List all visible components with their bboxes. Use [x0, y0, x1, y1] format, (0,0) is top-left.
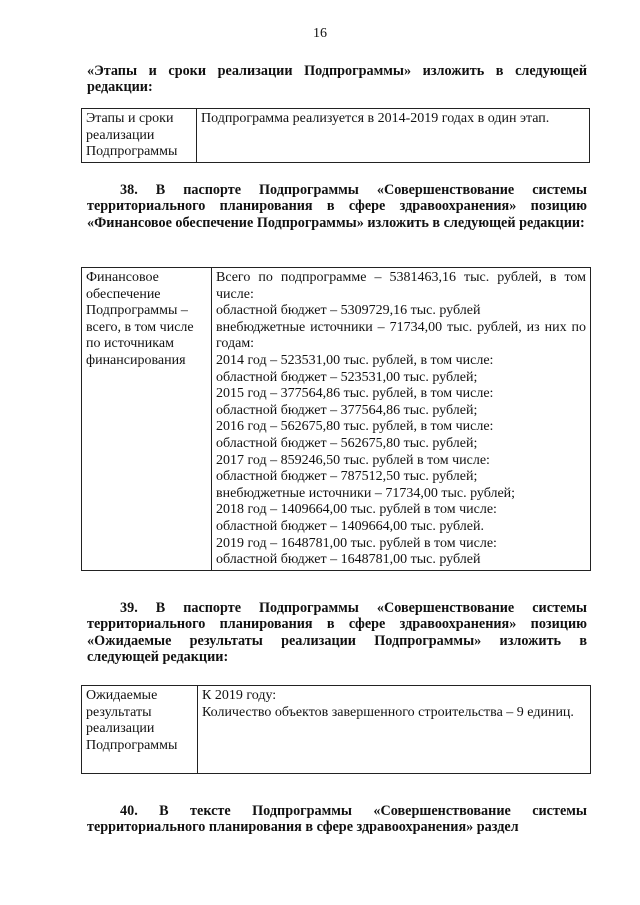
results-details	[198, 686, 591, 774]
financing-line: областной бюджет – 787512,50 тыс. рублей;	[216, 469, 478, 485]
financing-line: областной бюджет – 523531,00 тыс. рублей;	[216, 369, 478, 385]
financing-line: областной бюджет – 1648781,00 тыс. рублей	[216, 552, 481, 568]
financing-line: внебюджетные источники – 71734,00 тыс. рублей, из них по годам:	[216, 319, 586, 352]
financing-line: 2016 год – 562675,80 тыс. рублей, в том числе:	[216, 419, 494, 435]
section2-intro: 38. В паспорте Подпрограммы «Совершенствование системы территориального планирования в сфере здравоохранения» позицию «Финансовое обеспечение Подпрограммы» изложить в следующей редакции:	[87, 182, 587, 231]
page-number: 16	[313, 26, 327, 41]
financing-line: 2019 год – 1648781,00 тыс. рублей в том числе:	[216, 535, 497, 551]
financing-label: Финансовое обеспечение Подпрограммы – всего, в том числе по источникам финансирования	[82, 268, 212, 571]
stages-value: Подпрограмма реализуется в 2014-2019 годах в один этап.	[197, 109, 590, 163]
stages-table	[81, 108, 590, 163]
financing-line: областной бюджет – 1409664,00 тыс. рублей.	[216, 518, 484, 534]
results-table	[81, 685, 591, 774]
financing-line: внебюджетные источники – 71734,00 тыс. рублей;	[216, 485, 516, 501]
financing-line: 2015 год – 377564,86 тыс. рублей, в том числе:	[216, 386, 494, 402]
financing-line: областной бюджет – 562675,80 тыс. рублей;	[216, 435, 478, 451]
financing-line: Всего по подпрограмме – 5381463,16 тыс. рублей, в том числе:	[216, 270, 586, 302]
stages-label: Этапы и сроки реализации Подпрограммы	[82, 109, 197, 163]
section1-intro: «Этапы и сроки реализации Подпрограммы» изложить в следующей редакции:	[87, 63, 587, 96]
financing-line: областной бюджет – 377564,86 тыс. рублей;	[216, 402, 478, 418]
financing-line: 2014 год – 523531,00 тыс. рублей, в том числе:	[216, 352, 494, 368]
section3-intro: 39. В паспорте Подпрограммы «Совершенствование системы территориального планирования в сфере здравоохранения» позицию «Ожидаемые результаты реализации Подпрограммы» изложить в следующей редакции:	[87, 600, 587, 665]
financing-line: областной бюджет – 5309729,16 тыс. рублей	[216, 303, 481, 319]
financing-details	[212, 268, 591, 571]
section4-intro: 40. В тексте Подпрограммы «Совершенствование системы территориального планирования в сфере здравоохранения» раздел	[87, 803, 587, 836]
financing-table	[81, 267, 591, 571]
financing-line: 2017 год – 859246,50 тыс. рублей в том числе:	[216, 452, 490, 468]
results-line: К 2019 году:	[202, 688, 277, 703]
results-label: Ожидаемые результаты реализации Подпрограммы	[82, 686, 198, 774]
results-line: Количество объектов завершенного строительства – 9 единиц.	[202, 704, 574, 720]
financing-line: 2018 год – 1409664,00 тыс. рублей в том числе:	[216, 502, 497, 518]
